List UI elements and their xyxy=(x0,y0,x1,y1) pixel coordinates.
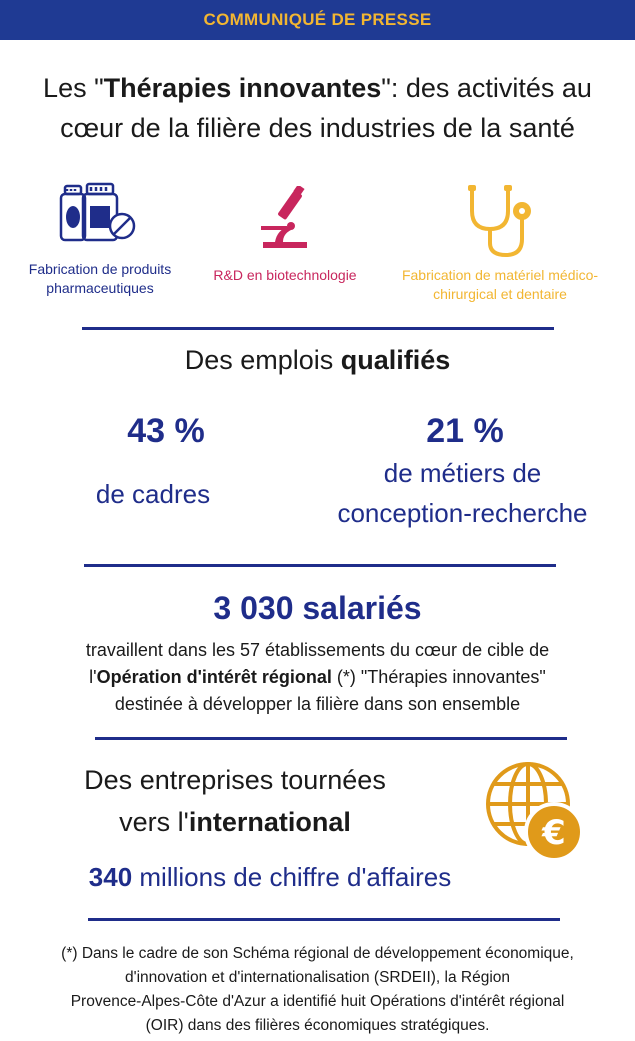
pill-bottles-icon xyxy=(57,182,143,246)
heading-bold: international xyxy=(188,807,351,837)
stat-research-value: 21 % xyxy=(426,412,504,450)
stat-cadres-value: 43 % xyxy=(127,412,205,450)
globe-euro-icon xyxy=(482,758,588,864)
para-part: (*) "Thérapies innovantes" xyxy=(331,667,546,687)
stat-cadres-label: de cadres xyxy=(95,479,211,509)
para-line: destinée à développer la filière dans son ensemble xyxy=(114,694,521,714)
title-bold: Thérapies innovantes xyxy=(103,73,382,103)
category-pharma xyxy=(10,182,190,298)
footnote xyxy=(20,942,615,1038)
stat-label-line: conception-recherche xyxy=(337,498,588,528)
heading-line: Des entreprises tournées xyxy=(84,765,386,795)
jobs-heading xyxy=(0,345,635,376)
title-part: ": des activités au xyxy=(381,73,592,103)
heading-line xyxy=(40,801,430,843)
revenue-bold: 340 xyxy=(88,862,133,892)
employees-description xyxy=(0,637,635,718)
heading-bold: qualifiés xyxy=(340,345,451,375)
footnote-line: (OIR) dans des filières économiques stratégiques. xyxy=(145,1017,490,1034)
category-biotech xyxy=(195,186,375,285)
page-title xyxy=(0,68,635,148)
category-label: Fabrication de matériel médico- xyxy=(401,267,599,283)
stethoscope-icon xyxy=(460,183,540,259)
category-label: chirurgical et dentaire xyxy=(433,286,567,302)
category-label: R&D en biotechnologie xyxy=(213,267,357,283)
employees-value: 3 030 salariés xyxy=(213,590,422,626)
divider xyxy=(84,564,556,567)
title-line2: cœur de la filière des industries de la santé xyxy=(60,113,575,143)
divider xyxy=(95,737,567,740)
para-line xyxy=(0,664,635,691)
revenue-part: millions de chiffre d'affaires xyxy=(132,862,452,892)
stat-research-label xyxy=(305,453,620,533)
category-label: Fabrication de produits xyxy=(28,261,172,277)
press-release-banner: COMMUNIQUÉ DE PRESSE xyxy=(0,0,635,40)
footnote-line: d'innovation et d'internationalisation (SRDEII), la Région xyxy=(124,969,511,986)
footnote-line: Provence-Alpes-Côte d'Azur a identifié huit Opérations d'intérêt régional xyxy=(70,993,565,1010)
svg-text:€: € xyxy=(542,813,566,853)
microscope-icon xyxy=(255,186,315,252)
footnote-line: (*) Dans le cadre de son Schéma régional de développement économique, xyxy=(61,945,574,962)
para-bold: Opération d'intérêt régional xyxy=(96,667,332,687)
international-heading xyxy=(40,759,430,843)
divider xyxy=(88,918,560,921)
category-label: pharmaceutiques xyxy=(46,280,154,296)
heading-part: Des emplois xyxy=(184,345,341,375)
divider xyxy=(82,327,554,330)
stat-label-line: de métiers de xyxy=(383,458,542,488)
heading-part: vers l' xyxy=(119,807,189,837)
para-part: l' xyxy=(89,667,97,687)
category-medical-devices xyxy=(385,183,615,304)
title-part: Les " xyxy=(43,73,104,103)
para-line: travaillent dans les 57 établissements du cœur de cible de xyxy=(85,640,550,660)
revenue-text xyxy=(0,862,540,893)
